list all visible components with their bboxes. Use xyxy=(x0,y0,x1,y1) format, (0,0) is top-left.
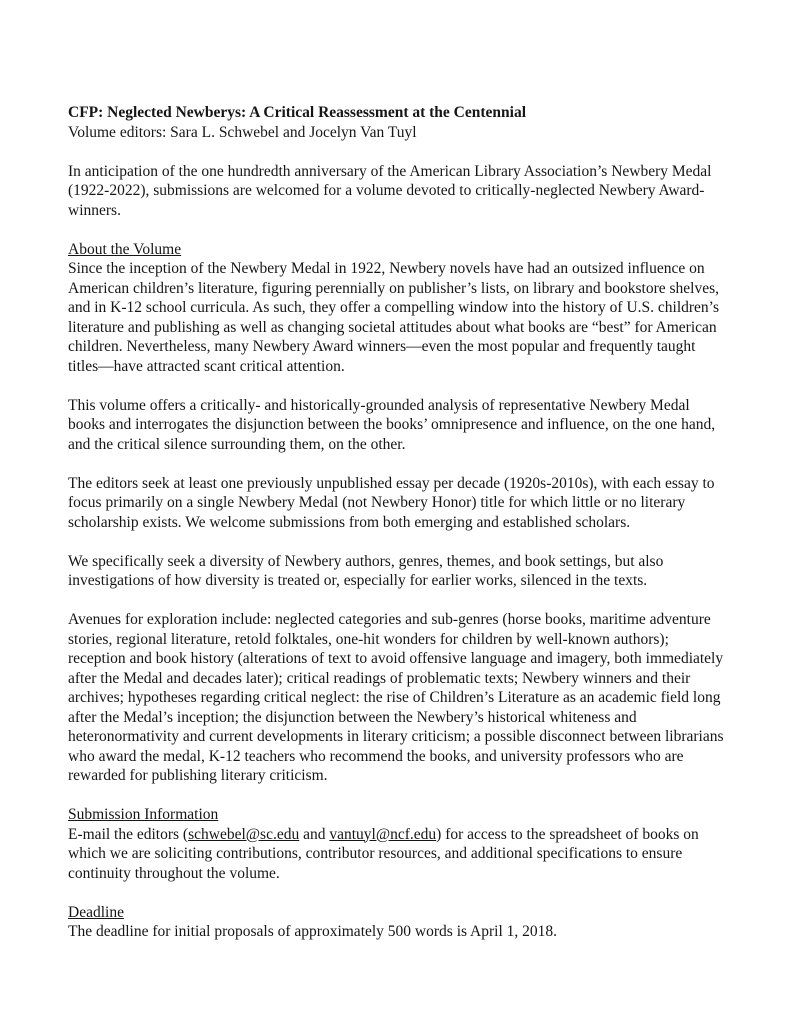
about-paragraph-5: Avenues for exploration include: neglected categories and sub-genres (horse books, maritime adventure stories, regional literature, retold folktales, one-hit wonders for children by well-known authors); reception and book history (alterations of text to avoid offensive language and imagery, both immediately after the Medal and decades later); critical readings of problematic texts; Newbery winners and their archives; hypotheses regarding critical neglect: the rise of Children’s Literature as an academic field long after the Medal’s inception; the disjunction between the Newbery’s historical whiteness and heteronormativity and current developments in literary criticism; a possible disconnect between librarians who award the medal, K-12 teachers who recommend the books, and university professors who are rewarded for publishing literary criticism. xyxy=(68,611,724,784)
section-heading-deadline: Deadline xyxy=(68,903,124,921)
submission-paragraph xyxy=(68,825,725,884)
submission-text-before-links: E-mail the editors ( xyxy=(68,825,189,843)
about-paragraph-1: Since the inception of the Newbery Medal in 1922, Newbery novels have had an outsized influence on American children’s literature, figuring perennially on publisher’s lists, on library and bookstore shelves, and in K-12 school curricula. As such, they offer a compelling window into the history of U.S. children’s literature and publishing as well as changing societal attitudes about what books are “best” for American children. Nevertheless, many Newbery Award winners—even the most popular and frequently taught titles—have attracted scant critical attention. xyxy=(68,260,720,375)
intro-paragraph: In anticipation of the one hundredth anniversary of the American Library Association’s Newbery Medal (1922-2022), submissions are welcomed for a volume devoted to critically-neglected Newbery Award-winners. xyxy=(68,162,712,219)
section-heading-about: About the Volume xyxy=(68,240,182,258)
about-paragraph-4: We specifically seek a diversity of Newbery authors, genres, themes, and book settings, but also investigations of how diversity is treated or, especially for earlier works, silenced in the texts. xyxy=(68,552,664,589)
page-title: CFP: Neglected Newberys: A Critical Reassessment at the Centennial xyxy=(68,104,527,121)
editors-line: Volume editors: Sara L. Schwebel and Jocelyn Van Tuyl xyxy=(68,123,417,141)
about-paragraph-3: The editors seek at least one previously unpublished essay per decade (1920s-2010s), with each essay to focus primarily on a single Newbery Medal (not Newbery Honor) title for which little or no literary scholarship exists. We welcome submissions from both emerging and established scholars. xyxy=(68,474,715,531)
submission-text-between-links: and xyxy=(299,825,330,843)
deadline-paragraph: The deadline for initial proposals of approximately 500 words is April 1, 2018. xyxy=(68,923,558,940)
document-content xyxy=(68,103,725,942)
about-paragraph-2: This volume offers a critically- and historically-grounded analysis of representative Newbery Medal books and interrogates the disjunction between the books’ omnipresence and influence, on the one hand, and the critical silence surrounding them, on the other. xyxy=(68,396,716,453)
email-link-schwebel[interactable]: schwebel@sc.edu xyxy=(188,825,300,843)
email-link-vantuyl[interactable]: vantuyl@ncf.edu xyxy=(329,825,437,843)
section-heading-submission: Submission Information xyxy=(68,806,219,823)
submission-text-after-links: ) for access to the spreadsheet of books on which we are soliciting contributions, contributor resources, and additional specifications to ensure continuity throughout the volume. xyxy=(68,825,699,882)
